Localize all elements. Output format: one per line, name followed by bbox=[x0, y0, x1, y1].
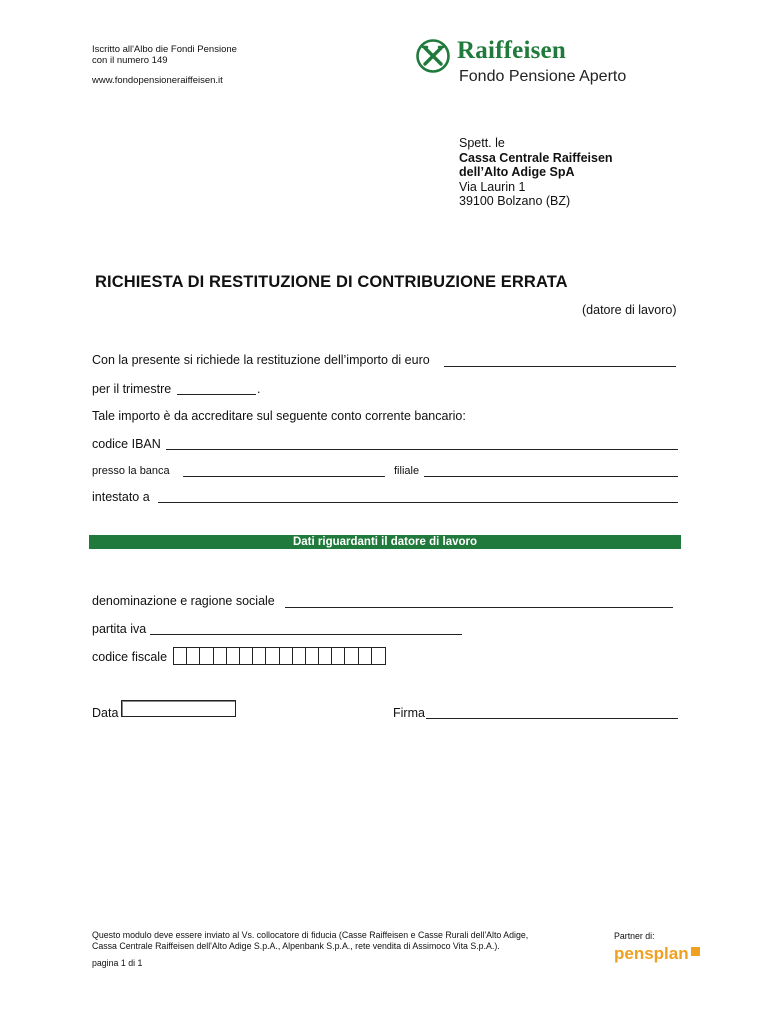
form-title: RICHIESTA DI RESTITUZIONE DI CONTRIBUZIONE ERRATA bbox=[95, 273, 568, 291]
amount-label: Con la presente si richiede la restituzione dell’importo di euro bbox=[92, 353, 430, 367]
tax-code-cell[interactable] bbox=[187, 648, 200, 664]
tax-code-cell[interactable] bbox=[345, 648, 358, 664]
registry-line-1: Iscritto all'Albo die Fondi Pensione bbox=[92, 44, 237, 55]
holder-label: intestato a bbox=[92, 490, 150, 504]
branch-field[interactable] bbox=[424, 476, 678, 477]
raiffeisen-gable-icon bbox=[416, 39, 450, 73]
tax-code-cell[interactable] bbox=[359, 648, 372, 664]
tax-code-label: codice fiscale bbox=[92, 650, 168, 664]
quarter-field[interactable] bbox=[177, 394, 256, 395]
branch-label: filiale bbox=[394, 465, 420, 477]
signature-field[interactable] bbox=[426, 718, 678, 719]
partner-label: Partner di: bbox=[614, 931, 655, 941]
employer-section-header: Dati riguardanti il datore di lavoro bbox=[89, 535, 681, 549]
date-field[interactable] bbox=[121, 700, 236, 717]
bank-field[interactable] bbox=[183, 476, 385, 477]
tax-code-cell[interactable] bbox=[174, 648, 187, 664]
tax-code-cell[interactable] bbox=[240, 648, 253, 664]
tax-code-cell[interactable] bbox=[253, 648, 266, 664]
holder-field[interactable] bbox=[158, 502, 678, 503]
website-link[interactable]: www.fondopensioneraiffeisen.it bbox=[92, 75, 223, 86]
footer-note-line-2: Cassa Centrale Raiffeisen dell'Alto Adige S.p.A., Alpenbank S.p.A., rete vendita di Assimoco Vita S.p.A.). bbox=[92, 941, 500, 951]
bank-label: presso la banca bbox=[92, 465, 170, 477]
signature-label: Firma bbox=[393, 706, 425, 720]
pensplan-wordmark: pensplan bbox=[614, 944, 689, 963]
quarter-label: per il trimestre bbox=[92, 382, 172, 396]
tax-code-cell[interactable] bbox=[293, 648, 306, 664]
pensplan-logo bbox=[614, 944, 700, 964]
amount-field[interactable] bbox=[444, 366, 676, 367]
vat-field[interactable] bbox=[150, 634, 462, 635]
iban-label: codice IBAN bbox=[92, 437, 161, 451]
tax-code-cell[interactable] bbox=[227, 648, 240, 664]
credit-note: Tale importo è da accreditare sul seguente conto corrente bancario: bbox=[92, 409, 466, 423]
page-number: pagina 1 di 1 bbox=[92, 958, 143, 968]
registry-line-2: con il numero 149 bbox=[92, 55, 168, 66]
recipient-address bbox=[459, 136, 613, 209]
tax-code-cell[interactable] bbox=[214, 648, 227, 664]
recipient-name-1: Cassa Centrale Raiffeisen bbox=[459, 150, 613, 165]
recipient-street: Via Laurin 1 bbox=[459, 179, 526, 194]
tax-code-cell[interactable] bbox=[332, 648, 345, 664]
tax-code-cell[interactable] bbox=[200, 648, 213, 664]
salutation: Spett. le bbox=[459, 136, 505, 150]
registry-info bbox=[92, 44, 237, 66]
iban-field[interactable] bbox=[166, 449, 678, 450]
vat-label: partita iva bbox=[92, 622, 147, 636]
logo-subtitle: Fondo Pensione Aperto bbox=[459, 68, 627, 85]
company-field[interactable] bbox=[285, 607, 673, 608]
form-subtitle: (datore di lavoro) bbox=[582, 303, 677, 317]
tax-code-cell[interactable] bbox=[266, 648, 279, 664]
company-label: denominazione e ragione sociale bbox=[92, 594, 275, 608]
footer-note bbox=[92, 930, 528, 952]
raiffeisen-logo bbox=[416, 37, 646, 92]
tax-code-cell[interactable] bbox=[319, 648, 332, 664]
tax-code-cell[interactable] bbox=[280, 648, 293, 664]
footer-note-line-1: Questo modulo deve essere inviato al Vs. collocatore di fiducia (Casse Raiffeisen e Casse Rurali dell'Alto Adige, bbox=[92, 930, 529, 940]
quarter-suffix: . bbox=[257, 382, 261, 396]
tax-code-grid[interactable] bbox=[173, 647, 386, 665]
date-label: Data bbox=[92, 706, 119, 720]
tax-code-cell[interactable] bbox=[372, 648, 385, 664]
tax-code-cell[interactable] bbox=[306, 648, 319, 664]
pensplan-mark-icon bbox=[691, 947, 700, 956]
recipient-city: 39100 Bolzano (BZ) bbox=[459, 194, 571, 209]
logo-name: Raiffeisen bbox=[457, 37, 566, 64]
recipient-name-2: dell’Alto Adige SpA bbox=[459, 165, 575, 180]
